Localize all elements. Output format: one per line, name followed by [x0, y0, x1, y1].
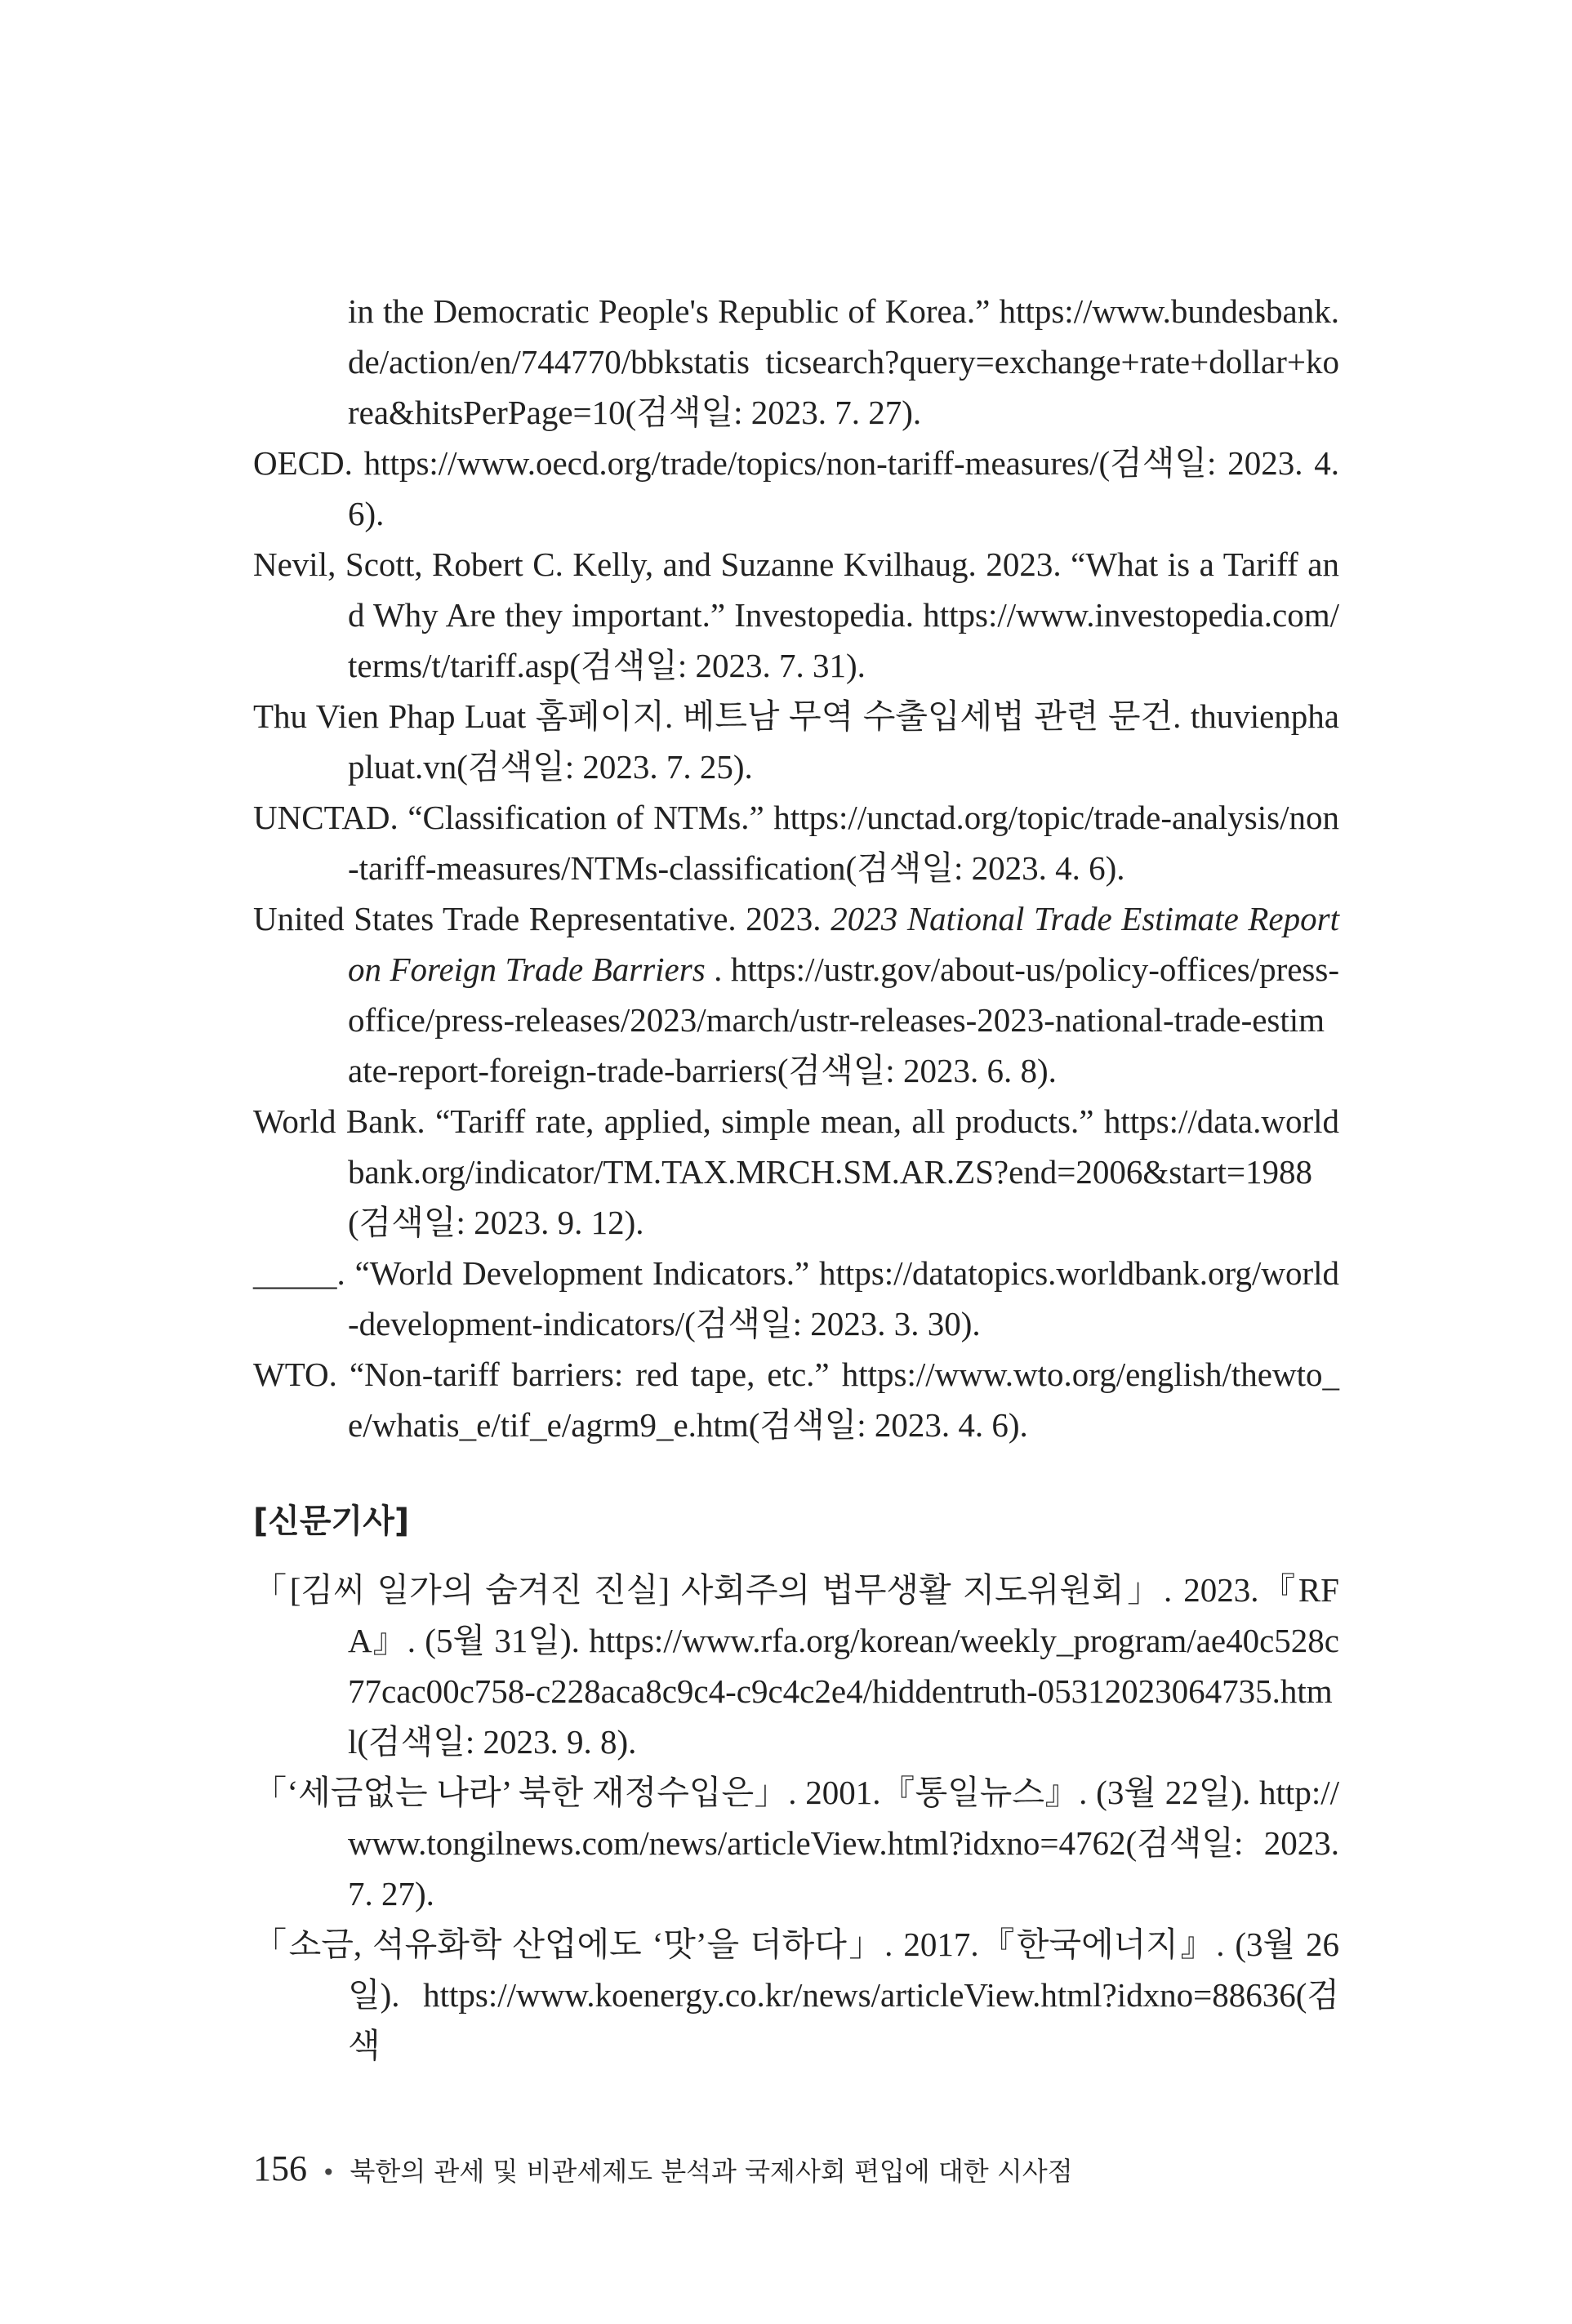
reference-entry: in the Democratic People's Republic of Korea.” https://www.bundesbank.de/action/en/744770/bbkstatis ticsearch?query=exchange+rate+dollar+korea&hitsPerPage=10(검색일: 2023. 7. 27). — [348, 292, 1339, 431]
news-reference-entry: 「소금, 석유화학 산업에도 ‘맛’을 더하다」. 2017.『한국에너지』. (3월 26일). https://www.koenergy.co.kr/news/articleView.html?idxno=88636(검색 — [253, 1926, 1339, 2064]
section-heading: [신문기사] — [253, 1503, 410, 1540]
page-number: 156 — [253, 2148, 307, 2188]
news-reference-entry: 「[김씨 일가의 숨겨진 진실] 사회주의 법무생활 지도위원회」. 2023.『RFA』. (5월 31일). https://www.rfa.org/korean/weekly_program/ae40c528c77cac00c758-c228aca8c9c4-c9c4c2e4/hiddentruth-05312023064735.html(검색일: 2023. 9. 8). — [253, 1571, 1339, 1761]
footer-separator: • — [322, 2159, 336, 2186]
running-title: 북한의 관세 및 비관세제도 분석과 국제사회 편입에 대한 시사점 — [350, 2156, 1073, 2187]
reference-entry: Nevil, Scott, Robert C. Kelly, and Suzanne Kvilhaug. 2023. “What is a Tariff and Why Are they important.” Investopedia. https://www.investopedia.com/terms/t/tariff.asp(검색일: 2023. 7. 31). — [253, 545, 1339, 684]
reference-entry: OECD. https://www.oecd.org/trade/topics/non-tariff-measures/(검색일: 2023. 4. 6). — [253, 444, 1339, 532]
page-footer — [253, 2148, 1073, 2189]
reference-entry-suffix: . https://ustr.gov/about-us/policy-offices/press-office/press-releases/2023/march/ustr-releases-2023-national-trade-estimate-report-foreign-trade-barriers(검색일: 2023. 6. 8). — [348, 951, 1339, 1089]
reference-entry: UNCTAD. “Classification of NTMs.” https://unctad.org/topic/trade-analysis/non-tariff-measures/NTMs-classification(검색일: 2023. 4. 6). — [253, 799, 1339, 887]
reference-list — [253, 286, 1339, 2071]
reference-entry-prefix: United States Trade Representative. 2023. — [253, 900, 831, 937]
reference-entry: World Bank. “Tariff rate, applied, simple mean, all products.” https://data.worldbank.org/indicator/TM.TAX.MRCH.SM.AR.ZS?end=2006&start=1988(검색일: 2023. 9. 12). — [253, 1102, 1339, 1241]
reference-entry: WTO. “Non-tariff barriers: red tape, etc.” https://www.wto.org/english/thewto_e/whatis_e/tif_e/agrm9_e.htm(검색일: 2023. 4. 6). — [253, 1356, 1339, 1444]
news-reference-entry: 「‘세금없는 나라’ 북한 재정수입은」. 2001.『통일뉴스』. (3월 22일). http://www.tongilnews.com/news/articleView.html?idxno=4762(검색일: 2023. 7. 27). — [253, 1774, 1339, 1912]
reference-entry: Thu Vien Phap Luat 홈페이지. 베트남 무역 수출입세법 관련 문건. thuvienphapluat.vn(검색일: 2023. 7. 25). — [253, 697, 1339, 786]
reference-entry: _____. “World Development Indicators.” https://datatopics.worldbank.org/world-development-indicators/(검색일: 2023. 3. 30). — [253, 1254, 1339, 1342]
reference-entry — [253, 893, 1339, 1096]
reference-entry-title: 2023 National Trade Estimate Report on Foreign Trade Barriers — [348, 900, 1339, 988]
